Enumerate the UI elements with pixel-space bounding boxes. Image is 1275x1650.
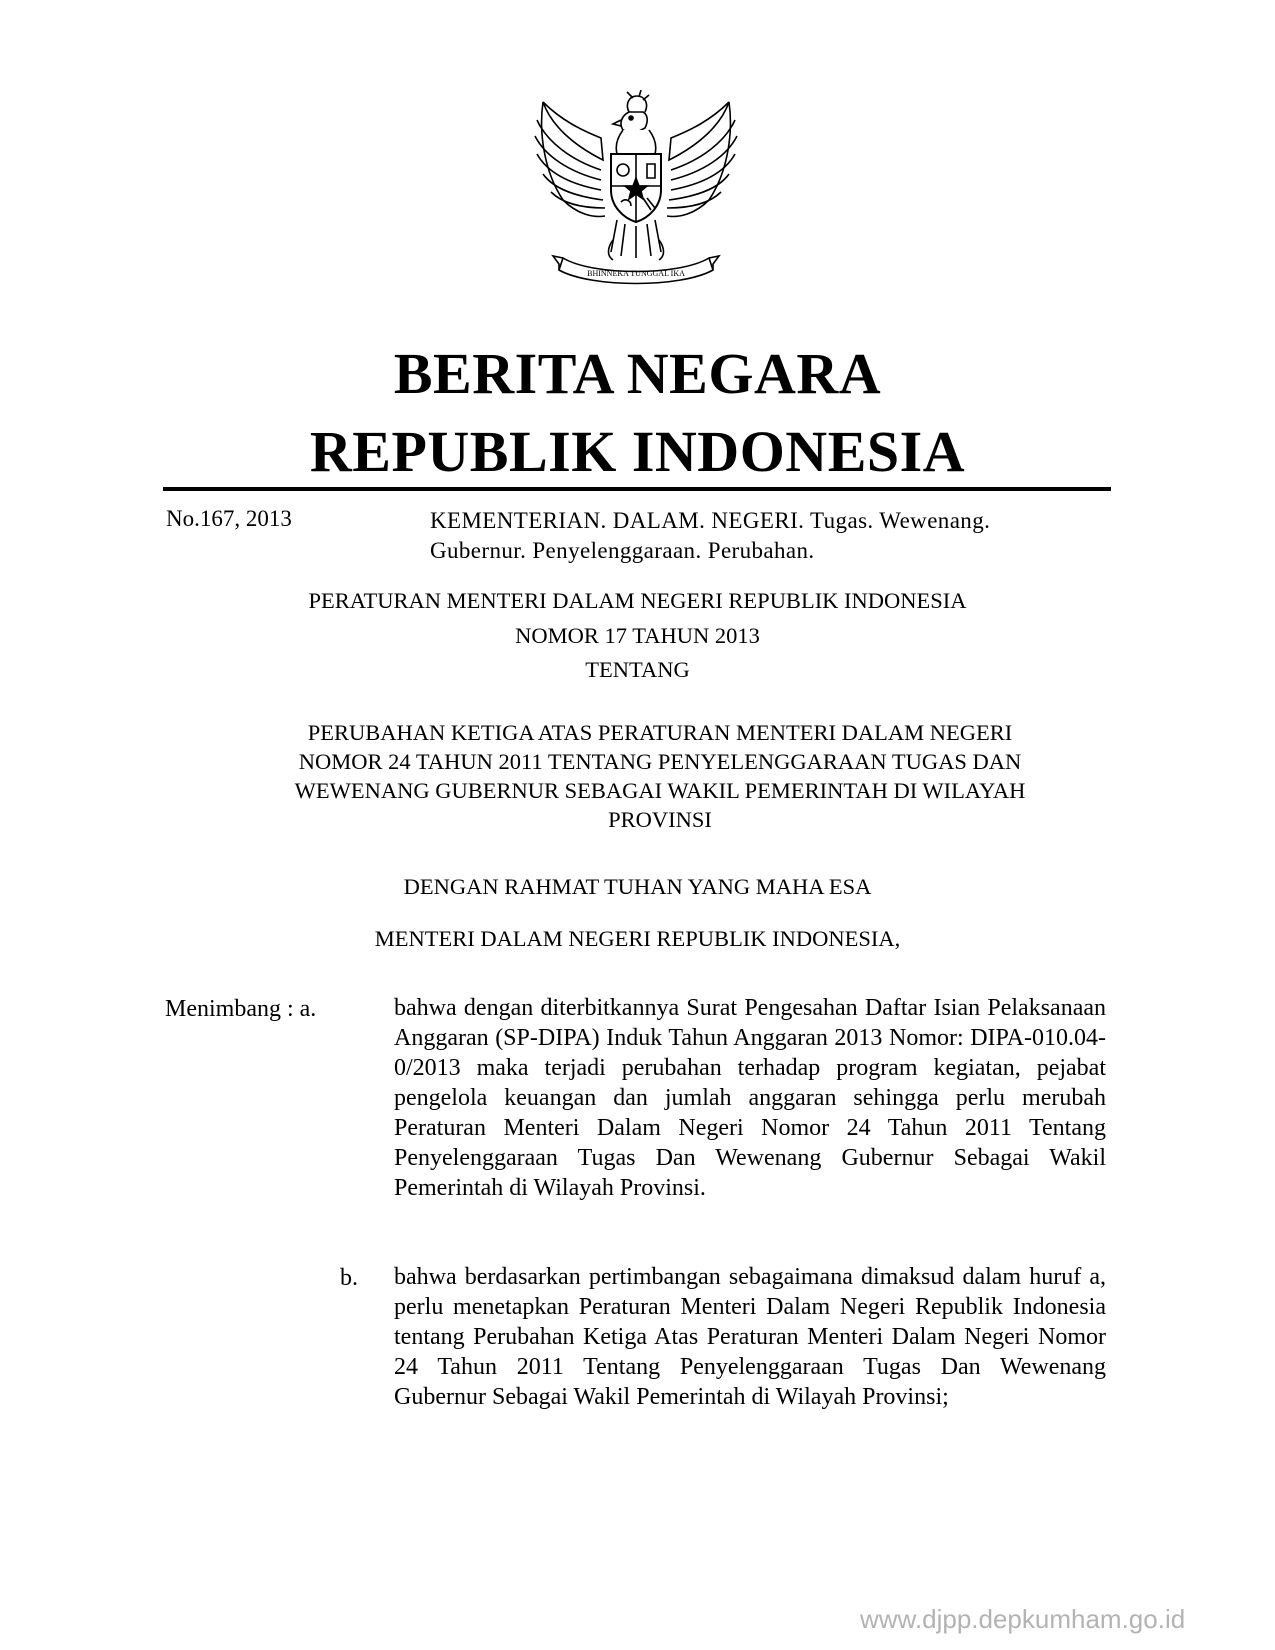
masthead-title-line2: REPUBLIK INDONESIA [309,419,966,484]
invocation: DENGAN RAHMAT TUHAN YANG MAHA ESA [403,874,872,899]
gazette-subject-line: KEMENTERIAN. DALAM. NEGERI. Tugas. Wewenang. [430,508,991,533]
gazette-subject-line: Gubernur. Penyelenggaraan. Perubahan. [430,538,815,563]
gazette-subject [430,506,1110,566]
watermark-url: www.djpp.depkumham.go.id [860,1604,1186,1634]
regulation-title-line: NOMOR 24 TAHUN 2011 TENTANG PENYELENGGARAAN TUGAS DAN [298,749,1022,774]
authority: MENTERI DALAM NEGERI REPUBLIK INDONESIA, [374,926,901,951]
consideration-a-text: bahwa dengan diterbitkannya Surat Pengesahan Daftar Isian Pelaksanaan Anggaran (SP-DIPA) Induk Tahun Anggaran 2013 Nomor: DIPA-010.04-0/2013 maka terjadi perubahan terhadap program kegiatan, pejabat pengelola keuangan dan jumlah anggaran sehingga perlu merubah Peraturan Menteri Dalam Negeri Nomor 24 Tahun 2011 Tentang Penyelenggaraan Tugas Dan Wewenang Gubernur Sebagai Wakil Pemerintah di Wilayah Provinsi. [394,995,1106,1201]
gazette-number: No.167, 2013 [166,506,292,531]
regulation-title [205,718,1115,834]
regulation-title-line: PROVINSI [608,807,712,832]
header-divider [163,487,1111,491]
emblem-motto: BHINNEKA TUNGGAL IKA [587,269,685,278]
consideration-b-text: bahwa berdasarkan pertimbangan sebagaimana dimaksud dalam huruf a, perlu menetapkan Peraturan Menteri Dalam Negeri Republik Indonesia tentang Perubahan Ketiga Atas Peraturan Menteri Dalam Negeri Nomor 24 Tahun 2011 Tentang Penyelenggaraan Tugas Dan Wewenang Gubernur Sebagai Wakil Pemerintah di Wilayah Provinsi; [394,1264,1106,1410]
regulation-about: TENTANG [585,657,690,682]
considerations-label: Menimbang : a. [165,996,317,1022]
regulation-title-line: PERUBAHAN KETIGA ATAS PERATURAN MENTERI DALAM NEGERI [307,720,1013,745]
consideration-b-letter: b. [340,1265,358,1291]
regulation-issuer: PERATURAN MENTERI DALAM NEGERI REPUBLIK INDONESIA [308,588,967,613]
regulation-title-line: WEWENANG GUBERNUR SEBAGAI WAKIL PEMERINTAH DI WILAYAH [294,778,1026,803]
masthead-title-line1: BERITA NEGARA [393,341,882,406]
regulation-number: NOMOR 17 TAHUN 2013 [515,623,760,648]
garuda-emblem-icon [533,90,739,290]
